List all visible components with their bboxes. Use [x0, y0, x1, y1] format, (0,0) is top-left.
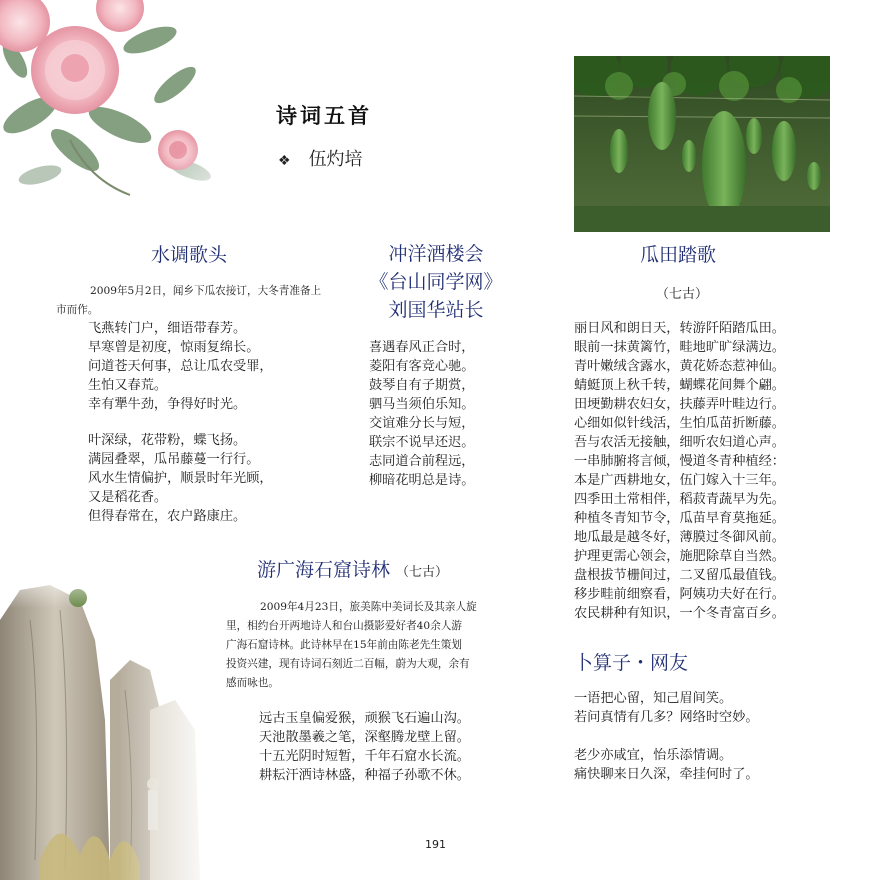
- poem-line: 志同道合前程远，: [369, 454, 475, 469]
- chongyang-title: [356, 240, 516, 324]
- title-line: 刘国华站长: [388, 299, 484, 321]
- peony-flowers-illustration: [0, 0, 230, 210]
- poem-line: 痛快聊来日久深，牵挂何时了。: [574, 767, 759, 782]
- poem-line: 种植冬青知节令，瓜苗早育莫拖延。: [574, 511, 785, 526]
- poem-line: 蜻蜓顶上秋千转，蝴蝶花间舞个翩。: [574, 378, 785, 393]
- poem-line: 眼前一抹黄篱竹，畦地旷旷绿满边。: [574, 340, 785, 355]
- karst-rock-forest-illustration: [0, 560, 215, 880]
- poem-line: 但得春常在，农户路康庄。: [88, 509, 247, 524]
- poem-line: 生怕又春荒。: [88, 378, 168, 393]
- poem-line: 菱阳有客竞心驰。: [369, 359, 475, 374]
- busuanzi-title: 卜算子・网友: [574, 652, 689, 674]
- poem-line: 满园叠翠，瓜吊藤蔓一行行。: [88, 452, 260, 467]
- poem-line: 护理更需心领会，施肥除草自当然。: [574, 549, 785, 564]
- shiku-preface: [226, 598, 477, 693]
- poem-line: 田埂勤耕农妇女，扶藤弄叶畦边行。: [574, 397, 785, 412]
- poem-line: 移步畦前细察看，阿姨功夫好在行。: [574, 587, 785, 602]
- poem-line: 风水生情偏护，顺景时年光顾，: [88, 471, 273, 486]
- title-line: 《台山同学网》: [369, 271, 503, 293]
- busuanzi-stanza-2: [574, 746, 759, 784]
- poem-line: 丽日风和朗日天，转游阡陌踏瓜田。: [574, 321, 785, 336]
- busuanzi-stanza-1: [574, 689, 759, 727]
- poem-line: 地瓜最是越冬好，薄膜过冬御风前。: [574, 530, 785, 545]
- poem-line: 盘根拔节栅间过，二叉留瓜最值钱。: [574, 568, 785, 583]
- preface-line: 广海石窟诗林。此诗林早在15年前由陈老先生策划: [226, 639, 462, 651]
- page-number: 191: [425, 838, 446, 851]
- guatian-poem: [574, 319, 785, 623]
- poem-line: 柳暗花明总是诗。: [369, 473, 475, 488]
- poem-line: 问道苍天何事，总让瓜农受罪，: [88, 359, 273, 374]
- poem-line: 青叶嫩绒含露水，黄花娇态惹神仙。: [574, 359, 785, 374]
- shiku-subtitle: （七古）: [396, 565, 449, 580]
- poem-line: 吾与农活无接触，细听农妇道心声。: [574, 435, 785, 450]
- author-line: [278, 145, 363, 171]
- poem-line: 喜遇春风正合时，: [369, 340, 475, 355]
- preface-line: 投资兴建，现有诗词石刻近二百幅，蔚为大观，余有: [226, 658, 470, 670]
- poem-line: 十五光阴时短暂，千年石窟水长流。: [259, 749, 470, 764]
- shiku-poem: [259, 709, 470, 785]
- poem-line: 本是广西耕地女，伍门嫁入十三年。: [574, 473, 785, 488]
- shiku-title: 游广海石窟诗林: [257, 559, 391, 581]
- guatian-title: 瓜田踏歌: [640, 244, 717, 266]
- winter-melon-trellis-photo: [574, 56, 830, 232]
- poem-line: 若问真情有几多？网络时空妙。: [574, 710, 759, 725]
- preface-line: 2009年4月23日，旅美陈中美词长及其亲人旋: [260, 601, 477, 613]
- poem-line: 心细如似针线活，生怕瓜苗折断藤。: [574, 416, 785, 431]
- guatian-subtitle: （七古）: [656, 287, 709, 302]
- poem-line: 四季田土常相伴，稻菽青蔬早为先。: [574, 492, 785, 507]
- poem-line: 叶深绿，花带粉，蝶飞扬。: [88, 433, 247, 448]
- author-name: 伍灼培: [308, 149, 363, 170]
- poem-line: 远古玉皇偏爱猴，顽猴飞石遍山沟。: [259, 711, 470, 726]
- poem-line: 鼓琴自有子期赏，: [369, 378, 475, 393]
- shuidiao-preface: 2009年5月2日，闻乡下瓜农接订，大冬青准备上市而作。: [56, 285, 322, 316]
- shiku-heading: [257, 555, 448, 582]
- shuidiao-stanza-1: [88, 319, 273, 414]
- title-line: 冲洋酒楼会: [388, 243, 484, 265]
- poem-line: 交谊难分长与短，: [369, 416, 475, 431]
- page-title: 诗词五首: [276, 103, 372, 128]
- shuidiao-title: 水调歌头: [151, 244, 228, 266]
- poem-line: 幸有犟牛劲，争得好时光。: [88, 397, 247, 412]
- poem-line: 联宗不说早还迟。: [369, 435, 475, 450]
- preface-line: 里，相约台开两地诗人和台山摄影爱好者40余人游: [226, 620, 462, 632]
- poem-line: 天池散墨羲之笔，深壑腾龙壁上留。: [259, 730, 470, 745]
- poem-line: 飞燕转门户，细语带春芳。: [88, 321, 247, 336]
- poem-line: 又是稻花香。: [88, 490, 168, 505]
- shuidiao-stanza-2: [88, 431, 273, 526]
- poem-line: 耕耘汗洒诗林盛，种福子孙歌不休。: [259, 768, 470, 783]
- preface-line: 感而咏也。: [226, 677, 279, 689]
- poem-line: 一串肺腑将言倾，慢道冬青种植经：: [574, 454, 785, 469]
- poem-line: 老少亦咸宜，怡乐添情调。: [574, 748, 733, 763]
- poem-line: 农民耕种有知识，一个冬青富百乡。: [574, 606, 785, 621]
- poem-line: 驷马当须伯乐知。: [369, 397, 475, 412]
- poem-line: 早寒曾是初度，惊雨复绵长。: [88, 340, 260, 355]
- poem-line: 一语把心留，知己眉间笑。: [574, 691, 733, 706]
- chongyang-poem: [369, 338, 475, 490]
- diamond-bullet-icon: ❖: [278, 153, 291, 169]
